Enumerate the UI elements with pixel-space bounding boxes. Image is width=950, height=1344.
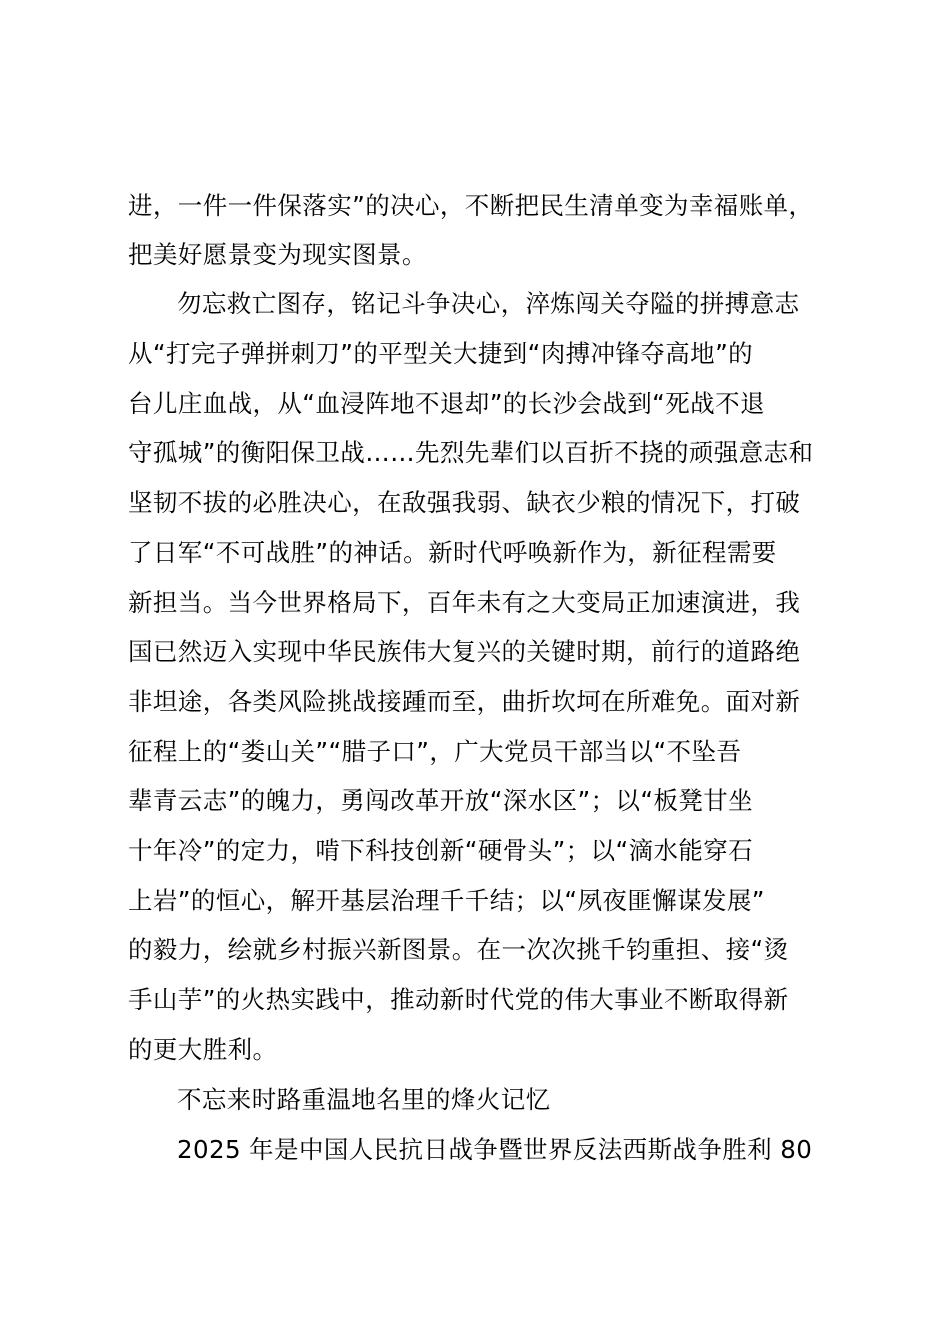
text-line: 的更大胜利。 — [128, 1035, 278, 1064]
text-line: 的毅力，绘就乡村振兴新图景。在一次次挑千钧重担、接“烫 — [128, 935, 789, 964]
text-line: 进，一件一件保落实”的决心，不断把民生清单变为幸福账单， — [128, 191, 814, 220]
text-line: 了日军“不可战胜”的神话。新时代呼唤新作为，新征程需要 — [128, 538, 777, 567]
text-line: 非坦途，各类风险挑战接踵而至，曲折坎坷在所难免。面对新 — [128, 687, 801, 716]
text-line: 国已然迈入实现中华民族伟大复兴的关键时期，前行的道路绝 — [128, 637, 801, 666]
text-line: 十年冷”的定力，啃下科技创新“硬骨头”；以“滴水能穿石 — [128, 836, 754, 865]
paragraph-start-line: 2025 年是中国人民抗日战争暨世界反法西斯战争胜利 80 — [177, 1135, 813, 1164]
text-line: 新担当。当今世界格局下，百年未有之大变局正加速演进，我 — [128, 588, 801, 617]
text-line: 手山芋”的火热实践中，推动新时代党的伟大事业不断取得新 — [128, 985, 789, 1014]
text-line: 从“打完子弹拼刺刀”的平型关大捷到“肉搏冲锋夺高地”的 — [128, 339, 754, 368]
text-line: 上岩”的恒心，解开基层治理千千结；以“夙夜匪懈谋发展” — [128, 886, 765, 915]
text-line: 守孤城”的衡阳保卫战……先烈先辈们以百折不挠的顽强意志和 — [128, 438, 814, 467]
section-heading: 不忘来时路重温地名里的烽火记忆 — [177, 1085, 551, 1114]
text-line: 坚韧不拔的必胜决心，在敌强我弱、缺衣少粮的情况下，打破 — [128, 488, 801, 517]
text-line: 把美好愿景变为现实图景。 — [128, 240, 427, 269]
text-line: 辈青云志”的魄力，勇闯改革开放“深水区”；以“板凳甘坐 — [128, 786, 754, 815]
text-line: 征程上的“娄山关”“腊子口”，广大党员干部当以“不坠吾 — [128, 737, 742, 766]
paragraph-start-line: 勿忘救亡图存，铭记斗争决心，淬炼闯关夺隘的拼搏意志 — [177, 289, 800, 318]
text-line: 台儿庄血战，从“血浸阵地不退却”的长沙会战到“死战不退 — [128, 389, 765, 418]
